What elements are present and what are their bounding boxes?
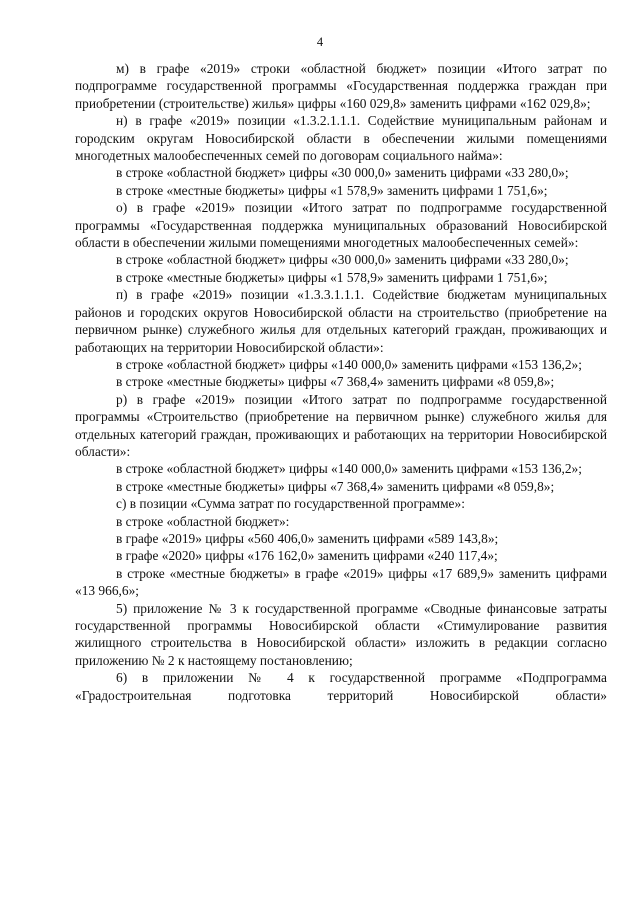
paragraph-s-regional-budget: в строке «областной бюджет»:	[116, 513, 290, 529]
paragraph-s-local-budgets: в строке «местные бюджеты» в графе «2019» цифры «17 689,9» заменить цифрами «13 966,6»;	[75, 565, 607, 599]
paragraph-s: с) в позиции «Сумма затрат по государственной программе»:	[116, 496, 465, 512]
paragraph-p: п) в графе «2019» позиции «1.3.3.1.1.1. Содействие бюджетам муниципальных районов и городских округов Новосибирской области на строительство (приобретение на первичном рынке) служебного жилья для отдельных категорий граждан, проживающих и работающих на территории Новосибирской области»:	[75, 287, 607, 355]
document-body	[75, 60, 607, 704]
paragraph-n-local-budgets: в строке «местные бюджеты» цифры «1 578,9» заменить цифрами 1 751,6»;	[116, 182, 548, 198]
paragraph-p-local-budgets: в строке «местные бюджеты» цифры «7 368,4» заменить цифрами «8 059,8»;	[116, 374, 555, 390]
paragraph-o-local-budgets: в строке «местные бюджеты» цифры «1 578,9» заменить цифрами 1 751,6»;	[116, 269, 548, 285]
paragraph-s-2020: в графе «2020» цифры «176 162,0» заменить цифрами «240 117,4»;	[116, 548, 498, 564]
paragraph-r-regional-budget: в строке «областной бюджет» цифры «140 000,0» заменить цифрами «153 136,2»;	[116, 461, 582, 477]
paragraph-r: р) в графе «2019» позиции «Итого затрат по подпрограмме государственной программы «Строительство (приобретение на первичном рынке) служебного жилья для отдельных категорий граждан, проживающих и работающих на территории Новосибирской области»:	[75, 391, 607, 459]
paragraph-m: м) в графе «2019» строки «областной бюджет» позиции «Итого затрат по подпрограмме государственной программы «Государственная поддержка граждан при приобретении (строительстве) жилья» цифры «160 029,8» заменить цифрами «162 029,8»;	[75, 61, 607, 111]
paragraph-s-2019: в графе «2019» цифры «560 406,0» заменить цифрами «589 143,8»;	[116, 530, 499, 546]
paragraph-r-local-budgets: в строке «местные бюджеты» цифры «7 368,4» заменить цифрами «8 059,8»;	[116, 478, 555, 494]
paragraph-item-6: 6) в приложении № 4 к государственной программе «Подпрограмма «Градостроительная подготовка территорий Новосибирской области»	[75, 670, 607, 703]
paragraph-n-regional-budget: в строке «областной бюджет» цифры «30 000,0» заменить цифрами «33 280,0»;	[116, 165, 569, 181]
page-number: 4	[316, 35, 324, 49]
paragraph-o: о) в графе «2019» позиции «Итого затрат по подпрограмме государственной программы «Государственная поддержка муниципальных образований Новосибирской области в обеспечении жилыми помещениями многодетных малообеспеченных семей»:	[75, 200, 607, 251]
paragraph-p-regional-budget: в строке «областной бюджет» цифры «140 000,0» заменить цифрами «153 136,2»;	[116, 356, 582, 372]
paragraph-n: н) в графе «2019» позиции «1.3.2.1.1.1. Содействие муниципальным районам и городским округам Новосибирской области в обеспечении жилыми помещениями многодетных малообеспеченных семей по договорам социального найма»:	[75, 113, 607, 164]
paragraph-o-regional-budget: в строке «областной бюджет» цифры «30 000,0» заменить цифрами «33 280,0»;	[116, 252, 569, 268]
paragraph-item-5: 5) приложение № 3 к государственной программе «Сводные финансовые затраты государственной программы Новосибирской области «Стимулирование развития жилищного строительства в Новосибирской области» изложить в редакции согласно приложению № 2 к настоящему постановлению;	[75, 600, 607, 668]
